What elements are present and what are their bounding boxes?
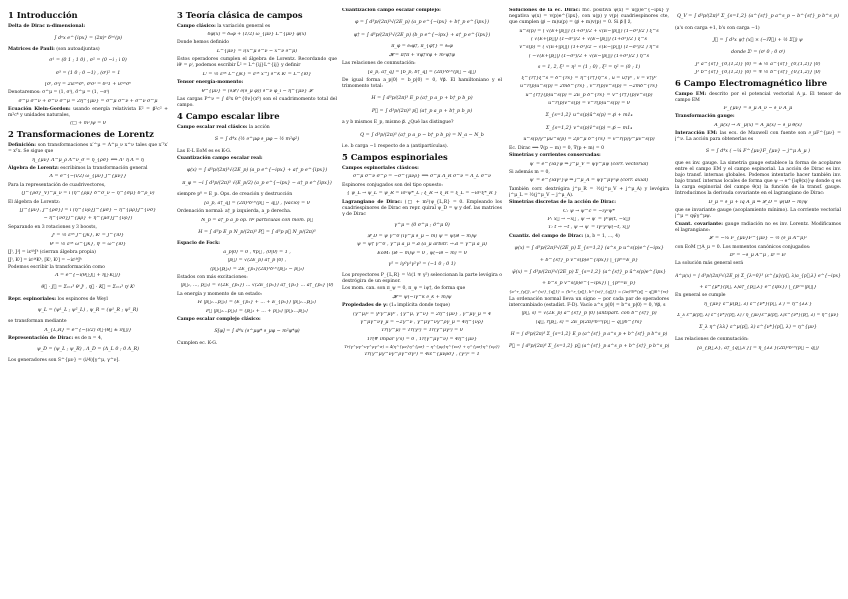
equation: Tr(γ^μγ^νγ^ργ^σγ⁵) = 4iε^{μνρσ} , (γ⁵)² = 1	[364, 352, 480, 358]
paragraph-lead: Tensor energía-momento:	[177, 80, 244, 86]
equation: Λ_{L,R} = e^{−(i/2) σ⃗·(θ⃗ ± iη⃗)}	[44, 327, 132, 333]
equation: { ψ_L → ψ̄_L = ψ_R = iσ²ψ*_L ; ξ_R → ξ̄_R = ξ_L = −iσ²ξ*_R }	[346, 191, 498, 197]
equation: σ³ = (1 0 ; 0 −1) , (σⁱ)² = 1	[55, 70, 121, 76]
paragraph-body: Podemos escribir la transformación como	[8, 264, 105, 270]
equation: γ^μ = (0 σ^μ ; σ̄^μ 0)	[394, 222, 450, 228]
equation: (□ + m²)ψ = 0	[70, 121, 106, 127]
equation: Σ_{s=1,2} u^s(p)ū^s(p) = p̸ + m1₄	[545, 112, 633, 118]
paragraph-body: (son autoadjuntas)	[54, 47, 100, 53]
paragraph-body: Los mom. can. son π_ψ = 0, π_ψ = iψ†, de forma que	[342, 286, 466, 292]
paragraph-body: [Jⁱ, Kʲ] = iεⁱʲᵏKᵏ, [Kⁱ, Kʲ] = −iεⁱʲᵏJᵏ	[8, 257, 82, 263]
paragraph-body: [Jⁱ, Jʲ] = iεⁱʲᵏJᵏ (cierran álgebra propia)	[8, 250, 96, 256]
paragraph-body: (1₄ implícita donde toque)	[387, 303, 450, 309]
equation: J³ a^{s†}_{0,(1,2)} |0⟩ = ± ½ a^{s†}_{0,(1,2)} |0⟩	[695, 61, 821, 67]
column-4	[509, 8, 669, 596]
equation: (J^{ρσ}_V)^μ_ν = i (η^{ρμ} δ^σ_ν − η^{σμ} δ^ρ_ν)	[21, 191, 155, 197]
text-paragraph	[342, 183, 502, 189]
equation: P⃗ |p⃗₁...p⃗ₙ⟩ = (p⃗₁ + ... + p⃗ₙ) |p⃗₁...p⃗ₙ⟩	[205, 308, 309, 314]
text-paragraph	[342, 166, 502, 172]
paragraph-body: usando energía relativista E² = p⃗²c² + m²c⁴ y unidades naturales,	[8, 106, 168, 118]
text-paragraph	[342, 200, 502, 218]
section-heading: 6 Campo Electromagnético libre	[675, 77, 828, 88]
equation: J⃗ = ∫ d³x ψ† (x⃗ × (−i∇⃗) + ½ Σ⃗) ψ	[713, 37, 803, 43]
section-heading: 1 Introducción	[8, 10, 78, 20]
paragraph-body: Cumplen ec. K-G.	[177, 340, 218, 346]
paragraph-body: Espinores conjugados son del tipo opuesto:	[342, 182, 443, 188]
paragraph-body: son transformaciones x′^μ = Λ^μ_ν x^ν tales que x′ᵀx′ = xᵀx. Se sigue que	[8, 143, 168, 155]
equation: 𝓗 = ψ̄(−iγ^k ∂_k + m)ψ	[392, 294, 452, 300]
equation: π⁰ = −∂_μ A^μ , πⁱ = Ėⁱ	[729, 253, 787, 259]
equation: P: x⃗ → −x⃗ , ψ → ψ′ = γ⁰ψ(t, −x⃗)	[547, 217, 631, 223]
text-paragraph	[675, 293, 841, 299]
text-paragraph	[177, 125, 337, 131]
section-heading: 5 Campos espinoriales	[342, 152, 448, 163]
equation: 𝓗 = π†π + ∇φ†∇φ + m²φ†φ	[389, 52, 455, 58]
paragraph-body: escribimos la transformación general	[58, 165, 148, 171]
paragraph-lead: Propiedades de γ:	[342, 303, 388, 309]
column-1	[8, 8, 168, 596]
paragraph-body: Denotaremos: σ^μ = (1, σⁱ), σ̄^μ = (1, −σⁱ)	[8, 90, 110, 96]
equation: (γ^μ)² = γ⁰γ^μγ⁰ , {γ^μ, γ^ν} = 2η^{μν} , γ^μγ_μ = 4	[352, 311, 492, 317]
paragraph-body: con EoM □A_μ = 0. Los momentos canónicos conjugados:	[675, 244, 811, 250]
equation: P⃗ = ∫ d³p/(2π)³ Σ_{s=1,2} p⃗ (a^{s†}_p a^s_p + b^{s†}_p b^s_p)	[509, 343, 669, 349]
equation: Lⁱ = ½ εⁱʲᵏ L^{jk} = εⁱʲᵏ x^j ∂^k Kⁱ = L^{i0}	[202, 71, 312, 77]
equation: Σ_λ η^{λλ} ε^μ(p⃗, λ) ε^{ν*}(p⃗, λ) = η^{μν}	[699, 325, 817, 331]
equation: A^μ(x) = ∫ d³p/(2π)³√(2E_p) Σ_{λ=0}³ (ε^{μ}(p⃗, λ)a_{p⃗,λ} e^{−ipx}	[675, 273, 841, 279]
paragraph-body: Para la representación de cuadrivectores,	[8, 182, 106, 188]
text-paragraph	[8, 250, 168, 256]
equation: ψ_D = (ψ_L ; ψ_R) , Λ_D = (Λ_L 0 ; 0 Λ_R)	[36, 347, 140, 353]
paragraph-body: i.e. b carga −1 respecto de a (antipartículas).	[342, 144, 449, 150]
text-paragraph	[8, 336, 168, 342]
section-heading: 4 Campo escalar libre	[177, 111, 280, 122]
paragraph-body: Ec. Dirac ⟹ ∇(p − m) = 0, ∇(p + m) = 0	[509, 145, 605, 151]
paragraph-body: También corr. dextrógira j^μ_R = ½(j^μ_V + j^μ_A) y levógira j^μ_L = ½(j^μ_V − j^μ_A).	[509, 186, 669, 198]
equation: |p⃗⟩ = √(2E_p) a†_p |0⟩ ,	[227, 258, 287, 264]
paragraph-body: las ecs. de Maxwell con fuente son ∂_μF^{μν} = j^ν. La acción para obtenerlas es	[675, 131, 841, 143]
paragraph-lead: Campo escalar complejo clásico:	[177, 316, 261, 322]
paragraph-body: a y b mismos E_p, mismo p⃗. ¿Qué las distingue?	[342, 120, 454, 126]
equation: [J^{μν}, J^{ρσ}] = i (η^{νρ}J^{μσ} − η^{μρ}J^{νσ}	[19, 208, 157, 214]
text-paragraph	[342, 78, 502, 90]
equation: s = 1, 2, ξ¹ = η¹ = (1 ; 0) , ξ² = η² = (0 ; 1)	[537, 64, 641, 70]
paragraph-lead: Campos espinoriales clásicos:	[342, 165, 419, 171]
equation: |p⃗₁, ..., p⃗ₙ⟩ = √(2E_{p₁}) ... √(2E_{pₙ}) a†_{p₁} ... a†_{pₙ} |0⟩	[180, 283, 334, 289]
text-paragraph	[8, 225, 168, 231]
equation: π_φ = −i ∫ d³p/(2π)³ √(E_p/2) (a_p e^{−ipx} − a†_p e^{ipx})	[182, 180, 332, 186]
equation: [σⁱ, σʲ] = 2iεⁱʲᵏσᵏ, σⁱσʲ = δⁱʲ1 + iεⁱʲᵏσᵏ	[44, 81, 132, 87]
text-paragraph	[675, 245, 841, 251]
paragraph-body: Separando en 3 rotaciones y 3 boosts,	[8, 224, 97, 230]
paragraph-lead: Delta de Dirac n-dimensional:	[8, 23, 86, 29]
paragraph-lead: Matrices de Pauli:	[8, 47, 55, 53]
paragraph-body: Los proyectores P_{L,R} = ½(1 ∓ γ⁵) seleccionan la parte levógira o dextrógira de un espinor.	[342, 272, 502, 284]
paragraph-lead: Simetrías y corrientes conservadas:	[509, 153, 601, 159]
text-paragraph	[509, 187, 669, 199]
paragraph-body: la variación general es	[215, 23, 271, 29]
paragraph-lead: Cuant. covariante:	[675, 221, 723, 227]
equation: S[φ] = ∫ d⁴x (∂^μφ* ∂_μφ − m²φ*φ)	[214, 329, 300, 335]
text-paragraph	[342, 286, 502, 292]
text-paragraph	[8, 90, 168, 96]
text-paragraph	[342, 144, 502, 150]
equation: [a_p, a†_q] = (2π)³δ⁽³⁾(p⃗ − q⃗) , |vacío⟩ = 0	[204, 200, 310, 206]
paragraph-body: De igual forma a_p|0⟩ = b_p|0⟩ = 0, ∀p⃗. El hamiltoniano y el trimomento total:	[342, 77, 502, 90]
equation: Q = ∫ d³p/(2π)³ (a†_p a_p − b†_p b_p) = N_a − N_b	[360, 132, 484, 138]
equation: a_p|0⟩ = 0 , ∀p⃗ , ⟨0|0⟩ = 1 ,	[223, 249, 291, 255]
section-heading: 2 Transformaciones de Lorentz	[8, 129, 154, 140]
equation: γ^μγ^νγ_μ = −2γ^ν , γ^μγ^νγ^ργ_μ = 4η^{νρ}	[360, 319, 484, 325]
equation: H = ∫ d³p/(2π)³ E_p (a†_p a_p + b†_p b_p)	[371, 96, 473, 102]
equation: Jⁱ = ½ εⁱʲᵏ J^{jk}, Kⁱ = J^{i0}	[52, 233, 124, 239]
text-paragraph	[342, 61, 502, 67]
equation: ∫ dⁿx e^{ipx} = (2π)ⁿ δ⁽ⁿ⁾(p)	[53, 35, 123, 41]
text-paragraph	[177, 97, 337, 109]
paragraph-lead: Ecuación Klein-Gordon:	[8, 106, 71, 112]
paragraph-body: gauge radiación no es inv. Lorentz. Modificamos el lagrangiano:	[675, 221, 841, 233]
text-paragraph	[342, 8, 502, 14]
text-paragraph	[675, 131, 841, 143]
text-paragraph	[675, 92, 841, 104]
equation: θ⃗ · J⃗ = Σᵢ₌₁³ θⁱ Jⁱ , η⃗ · K⃗ = Σᵢ₌₁³ ηⁱ Kⁱ	[41, 285, 135, 291]
equation: H = ∫ d³p E_p N_p/(2π)³ P⃗ = ∫ d³p p⃗ N_p/(2π)³	[198, 229, 316, 235]
section-heading: 3 Teoría clásica de campos	[177, 10, 303, 20]
equation: [a_{p⃗,λ}, a†_{q⃗,λ′}] = η_{λλ′}(2π)³δ⁽³⁾(p⃗ − q⃗)	[697, 345, 819, 351]
equation: D_μ = ∂_μ + iq A_μ ⇒ 𝓛_D = ψ̄(iD̸ − m)ψ	[708, 199, 808, 205]
paragraph-body: la acción	[247, 124, 270, 130]
paragraph-body: (a's con carga +1, b's con carga −1)	[675, 25, 760, 31]
equation: N_p = a†_p a_p op. nº partículas con mom. p⃗	[201, 217, 313, 223]
equation: δφ(x) = δ₀φ + (1/2) ω_{μν} L^{μν} φ(x)	[207, 32, 307, 38]
equation: η_{μν} Λ^μ_ρ Λ^ν_σ = η_{ρσ} ⟺ Λᵀ η Λ = η	[32, 157, 144, 163]
equation: Q_V = ∫ d³p/(2π)³ Σ_{s=1,2} (a^{s†}_p a^s_p − b^{s†}_p b^s_p)	[676, 14, 840, 19]
paragraph-body: es de n = 4,	[73, 336, 103, 342]
column-5	[675, 8, 841, 596]
equation: θ^{μν} = (∂𝓛 / ∂(∂_μ φ)) ∂^ν φ_i − η^{μν} 𝓛	[201, 88, 313, 94]
equation: σ^μ σ̄^ν + σ^ν σ̄^μ = 2η^{μν} = σ̄^μ σ^ν + σ̄^ν σ^μ	[18, 98, 158, 104]
equation: C: ψ → ψ^c = −iγ²ψ*	[563, 208, 615, 214]
text-paragraph	[675, 222, 841, 234]
paragraph-body: que es inv. gauge. La simetría gauge establece la forma de acoplarse entre el campo EM y el campo espinorial. La acción de Dirac es inv. bajo transf. internas globales. Podemos intentarlo hacer también inv. bajo transf. internas locales de forma que ψ → e^{iqθ(x)}ψ donde q es la carga espinorial del campo θ(x) la función de la transf. gauge. Introducimos la derivada covariante en el lagrangiano de Dirac:	[675, 161, 841, 197]
paragraph-body: Las E-L EoM es es K-G.	[177, 148, 232, 154]
equation: L^{μν} = i(x^μ ∂^ν − x^ν ∂^μ)	[216, 48, 298, 54]
equation: ψ̄ = ψ† γ^0 , γ^μ a_μ = a̸ (a_μ arbitr. → a̸ = γ^μ a_μ)	[357, 242, 487, 248]
equation: Tr(# impar γ's) = 0 , Tr(γ^μγ^ν) = 4η^{μν}	[366, 336, 478, 342]
equation: ψ(x) = ∫ d³p/(2π)³√(2E_p) Σ_{s=1,2} (a^s_p u^s(p)e^{−ipx}	[514, 245, 664, 251]
paragraph-lead: Álgebra de Lorentz:	[8, 165, 59, 171]
paragraph-body: fnc. positiva ψ(x) = u(p)e^{−ipx} y negativa ψ(x) = v(p)e^{ipx}, con u(p) y v(p) cuadriespinores cte, que cumplen (p̸ − m)u(p) = (p̸ + m)v(p) = 0. Si p⃗ ∥ ẑ,	[509, 8, 669, 26]
text-paragraph	[8, 107, 168, 119]
equation: ( √(E+|p⃗|) (1−σ³)/2 + √(E−|p⃗|) (1+σ³)/2 ) ξ^s	[531, 36, 647, 42]
text-paragraph	[675, 337, 841, 343]
equation: φ = ∫ d³p/(2π)³√(2E_p) (a_p e^{−ipx} + b†_p e^{ipx})	[354, 20, 490, 26]
text-paragraph	[8, 358, 168, 364]
equation: π_φ = ∂₀φ†, π_{φ†} = ∂₀φ	[391, 44, 453, 50]
equation: ⟨q⃗, r|p⃗, s⟩ = 2E_p(2π)³δ⁽³⁾(p⃗ − q⃗)δ^{rs}	[535, 319, 643, 325]
equation: H |p⃗₁...p⃗ₙ⟩ = (E_{p₁} + ... + E_{pₙ}) |p⃗₁...p⃗ₙ⟩	[197, 300, 317, 306]
text-paragraph	[8, 24, 168, 30]
text-paragraph	[509, 297, 669, 309]
equation: ( −√(E+|p⃗|) (1−σ³)/2 + √(E−|p⃗|) (1+σ³)/2 ) η^s	[528, 53, 650, 59]
text-paragraph	[177, 80, 337, 86]
text-paragraph	[177, 317, 337, 323]
text-paragraph	[177, 275, 337, 281]
paragraph-body: se transforman mediante	[8, 319, 67, 325]
paragraph-body: los espinores de Weyl	[56, 297, 108, 303]
equation: − η^{νσ}J^{μρ} + η^{μσ}J^{νρ})	[43, 216, 133, 222]
equation: H = ∫ d³p/(2π)³ Σ_{s=1,2} E_p (a^{s†}_p a^s_p + b^{s†}_p b^s_p)	[510, 331, 668, 337]
paragraph-lead: Campo clásico:	[177, 23, 216, 29]
equation: η_{μν} ε^μ(p⃗, λ) ε^{ν*}(p⃗, λ′) = η^{λλ′}	[703, 301, 813, 307]
text-paragraph	[509, 153, 669, 159]
text-paragraph	[509, 8, 669, 26]
paragraph-body: (a, b = 1, ..., 4)	[583, 233, 620, 239]
text-paragraph	[177, 341, 337, 347]
equation: {a^r_{p⃗}, a^{s†}_{q⃗}} = {b^r_{p⃗}, b^{s†}_{q⃗}} = (2π)³δ⁽³⁾(p⃗ − q⃗)δ^{rs}	[509, 289, 669, 294]
paragraph-body: Las relaciones de conmutación:	[675, 337, 749, 343]
text-paragraph	[675, 114, 841, 120]
paragraph-body: La energía y momento de un estado:	[177, 291, 263, 297]
equation: T: t → −t , ψ → ψ′ = iγ¹γ³ψ(−t, x⃗)	[548, 225, 630, 231]
text-paragraph	[8, 319, 168, 325]
equation: + ε^{μ*}(p⃗, λ)a†_{p⃗,λ} e^{ipx}) |_{p⁰=|p⃗|}	[699, 284, 817, 290]
text-paragraph	[509, 234, 669, 240]
equation: donde Σⁱ = (σⁱ 0 ; 0 σⁱ)	[731, 50, 785, 56]
equation: γ⁵ = iγ⁰γ¹γ²γ³ = (−1 0 ; 0 1)	[388, 261, 456, 267]
equation: u^{r†}(p)u^s(p) = 2E_p δ^{rs} = v^{r†}(p)v^s(p)	[525, 92, 653, 98]
equation: A_μ(x) → A′_μ(x) = A_μ(x) − ∂_μ θ(x)	[714, 122, 802, 128]
paragraph-body: (□ + m²)ψ_{L,R} = 0. Empleando los cuadriespinores de Dirac en repr. quiral ψ_D = ψ y def. las matrices γ de Dirac	[342, 199, 502, 217]
equation: 𝓛_D = ψ̄ γ^0 (iγ^μ ∂_μ − m) ψ = ψ̄(i∂̸ − m)ψ	[367, 233, 477, 239]
text-paragraph	[342, 120, 502, 126]
text-paragraph	[177, 241, 337, 247]
equation: 𝓛′ = −¼ F_{μν}F^{μν} − ½ (∂_μ A^μ)²	[708, 236, 808, 242]
equation: σ¹ = (0 1 ; 1 0) , σ² = (0 −i ; i 0)	[49, 58, 127, 64]
text-paragraph	[8, 297, 168, 303]
equation: ū^s(p)γ^μu^s(p) = 2p^μ δ^{rs} = v̄^r(p)γ^μv^s(p)	[523, 137, 655, 143]
column-3	[342, 8, 502, 596]
equation: + b^{s†}_p v^s(p)e^{ipx}) |_{p⁰=E_p}	[539, 257, 639, 263]
equation: [a_p, a†_q] = [b_p, b†_q] = (2π)³δ⁽³⁾(p⃗ − q⃗)	[367, 69, 476, 75]
paragraph-body: El álgebra de Lorentz:	[8, 199, 61, 205]
equation: ū^r(p)v^s(p) = v̄^r(p)u^s(p) = 0	[548, 100, 630, 106]
text-paragraph	[8, 183, 168, 189]
text-paragraph	[8, 166, 168, 172]
equation: Tr(γ^μ) = Tr(γ⁵) = Tr(γ^μγ⁵) = 0	[381, 328, 463, 334]
paragraph-body: Donde hemos definido	[177, 40, 230, 46]
text-paragraph	[342, 273, 502, 285]
paragraph-lead: Soluciones de la ec. Dirac:	[509, 8, 581, 13]
equation: ψ′ = e^{iα}ψ ⇒ j^μ_V = ψ̄γ^μψ (corr. vectorial)	[529, 161, 649, 167]
text-paragraph	[675, 161, 841, 197]
equation: ψ_L = (ψ¹_L ; ψ²_L) , ψ_R = (ψ¹_R ; ψ²_R)	[37, 308, 139, 314]
paragraph-lead: Cuantización campo escalar real:	[177, 156, 263, 161]
equation: + b^s_p v̄^s(p)e^{−ipx}) |_{p⁰=E_p}	[542, 281, 636, 287]
paragraph-lead: Campo escalar real clásico:	[177, 124, 248, 130]
text-paragraph	[177, 192, 337, 198]
column-2	[177, 8, 337, 596]
text-paragraph	[8, 200, 168, 206]
equation: Λ = e^{−i(θ⃗·J⃗ + η⃗·K⃗)}	[55, 273, 121, 279]
text-paragraph	[8, 258, 168, 264]
paragraph-body: Ordenación normal: a†_p izquierda, a_p derecha.	[177, 209, 292, 215]
text-paragraph	[177, 40, 337, 46]
paragraph-body: En general se cumple	[675, 293, 726, 299]
paragraph-body: siempre p⁰ = E_p. Ops. de creación y destrucción	[177, 192, 293, 198]
paragraph-body: La solución más general será	[675, 261, 744, 267]
equation: v^s(p) = ( √(E+|p⃗|) (1+σ³)/2 − √(E−|p⃗|) (1−σ³)/2 ) η^s	[519, 45, 659, 51]
text-paragraph	[8, 143, 168, 155]
paragraph-lead: Cuantiz. del campo de Dirac:	[509, 233, 584, 239]
text-paragraph	[177, 292, 337, 298]
paragraph-lead: Transformación gauge:	[675, 114, 735, 120]
equation: F_{μν} = ∂_μ A_ν − ∂_ν A_μ	[723, 106, 793, 112]
equation: ū^r(p)u^s(p) = 2mδ^{rs} , v̄^r(p)v^s(p) = −2mδ^{rs}	[520, 84, 658, 90]
paragraph-lead: Interacción EM:	[675, 131, 718, 137]
text-paragraph	[8, 265, 168, 271]
equation: ψ′ = e^{iαγ⁵}ψ ⇒ j^μ_A = ψ̄γ^μγ⁵ψ (corr. axial)	[529, 178, 649, 184]
text-paragraph	[675, 261, 841, 267]
text-paragraph	[177, 24, 337, 30]
equation: S = ∫ d⁴x ( −¼ F^{μν}F_{μν} − j^μ A_μ )	[705, 149, 811, 155]
paragraph-body: Las relaciones de conmutación:	[342, 61, 416, 67]
equation: S = ∫ d⁴x (½ ∂^μφ ∂_μφ − ½ m²φ²)	[214, 136, 300, 142]
equation: EoM: (i∂̸ − m)ψ = 0 , ψ̄(−i∂̸ − m) = 0	[377, 250, 467, 256]
equation: ⟨p⃗₁|p⃗₂⟩ = 2E_{p₁}(2π)³δ⁽³⁾(p⃗₁ − p⃗₂)	[210, 266, 304, 272]
text-paragraph	[675, 26, 841, 32]
paragraph-lead: Simetrías discretas de la acción de Dirac:	[509, 200, 616, 206]
paragraph-body: Si además m = 0,	[509, 169, 550, 175]
text-paragraph	[509, 200, 669, 206]
text-paragraph	[342, 303, 502, 309]
equation: Σ_{s=1,2} v^s(p)v̄^s(p) = p̸ − m1₄	[545, 125, 633, 131]
paragraph-lead: Campo EM:	[675, 91, 707, 97]
text-paragraph	[177, 209, 337, 215]
text-paragraph	[509, 146, 669, 152]
text-paragraph	[675, 208, 841, 220]
text-paragraph	[177, 57, 337, 69]
equation: u^s(p) = ( √(E+|p⃗|) (1+σ³)/2 + √(E−|p⃗|) (1−σ³)/2 ) ξ^s	[519, 28, 659, 34]
paragraph-lead: Lagrangiano de Dirac:	[342, 199, 402, 205]
paragraph-lead: Espacio de Fock:	[177, 241, 220, 247]
paragraph-lead: Cuantización campo escalar complejo:	[342, 8, 441, 13]
paragraph-body: Las cargas P^ν = ∫ d³x θ^{0ν}(x⁰) son el cuadrimomento total del campo.	[177, 97, 337, 109]
equation: θⁱ = ½ εⁱʲᵏ ω^{jk}, ηⁱ = ω^{i0}	[49, 241, 127, 247]
equation: σ^μ σ̄^ν σ^ρ = −σ^{μνρ} ⟹ σ^μ Λ_R σ^ν = Λ_L σ̄^ν	[352, 174, 492, 180]
text-paragraph	[8, 47, 168, 53]
paragraph-body: Estos operadores cumplen el álgebra de Lorentz. Recordando que iθⁱ = ρⁱ, podemos escribir L⃗² = L^{ij}L^{ij} y definir	[177, 57, 337, 69]
equation: J³ b^{s†}_{0,(1,2)} |0⟩ = ∓ ½ b^{s†}_{0,(1,2)} |0⟩	[695, 69, 821, 75]
text-paragraph	[177, 156, 337, 162]
text-paragraph	[509, 170, 669, 176]
paragraph-lead: Representación de Dirac:	[8, 336, 74, 342]
equation: φ† = ∫ d³p/(2π)³√(2E_p) (b_p e^{−ipx} + a†_p e^{ipx})	[353, 32, 491, 38]
equation: P⃗ = ∫ d³p/(2π)³ p⃗ (a†_p a_p + b†_p b_p)	[371, 108, 473, 114]
paragraph-body: que se invariante gauge (acoplamiento mínimo). La corriente vectorial j^μ = qψ̄γ^μψ.	[675, 208, 841, 220]
equation: |p⃗, s⟩ = √(2E_p) a^{s†}_p |0⟩ (antipart. con b^{s†}_p)	[521, 311, 657, 317]
text-paragraph	[177, 149, 337, 155]
equation: Σ_λ ε^μ(p⃗, λ) ε^{ν*}(p⃗, λ) / η_{μν}ε^μ(p⃗, λ)ε^{ν*}(p⃗, λ) = η^{μν}	[677, 312, 839, 318]
paragraph-body: Estados con más excitaciones:	[177, 274, 248, 280]
paragraph-body: descrito por el potencial vectorial A_μ. El tensor de campo EM	[675, 91, 841, 103]
equation: ψ̄(x) = ∫ d³p/(2π)³√(2E_p) Σ_{s=1,2} (a^{s†}_p ū^s(p)e^{ipx}	[511, 269, 667, 275]
equation: Λ = e^{−(i/2) ω_{μν} J^{μν}}	[49, 174, 127, 180]
paragraph-body: Los generadores son S^{μν} = (i/4)[γ^μ, γ^ν].	[8, 358, 120, 364]
paragraph-lead: Repr. espinoriales:	[8, 297, 57, 303]
paragraph-lead: Definición:	[8, 143, 36, 149]
equation: ξ^{r†}ξ^s = δ^{rs} = η^{r†}η^s , ū = u†γ⁰ , v̄ = v†γ⁰	[521, 75, 657, 81]
equation: Tr(γ^μγ^νγ^ργ^σ) = 4(η^{μν}η^{ρσ} − η^{μρ}η^{νσ} + η^{μσ}η^{νρ})	[344, 345, 500, 350]
paragraph-body: La ordenación normal lleva un signo − por cada par de operadores intercambiado (estadíst. F-D). Vacío a^s_p|0⟩ = b^s_p|0⟩ = 0, ∀p⃗, s	[509, 296, 669, 308]
equation: φ(x) = ∫ d³p/(2π)³√(2E_p) (a_p e^{−ipx} + a†_p e^{ipx})	[186, 168, 328, 174]
